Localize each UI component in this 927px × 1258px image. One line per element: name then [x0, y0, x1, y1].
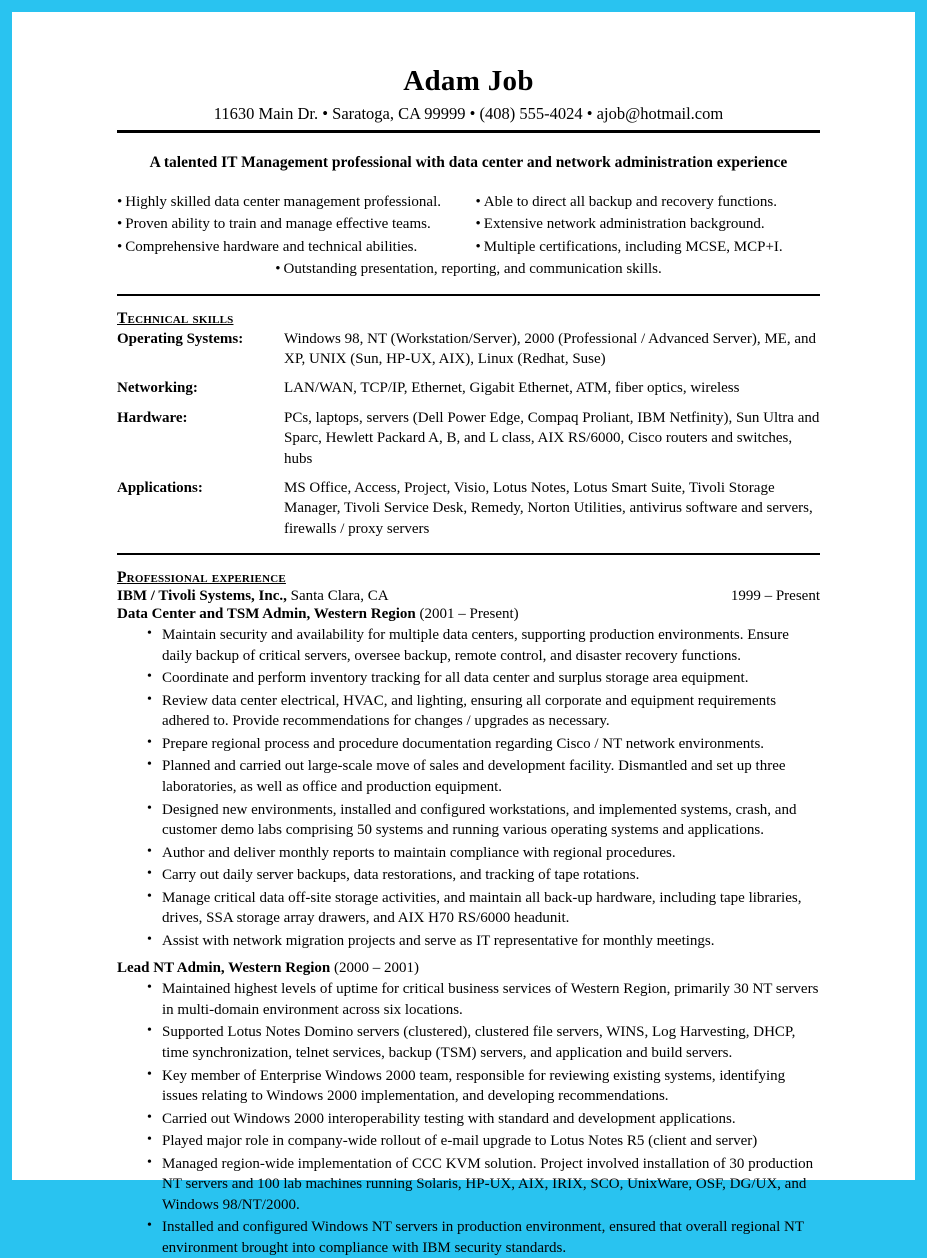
summary-item [117, 213, 461, 235]
summary-item-text: Proven ability to train and manage effective teams. [125, 216, 431, 233]
skill-label: Networking: [117, 380, 198, 397]
bullet-item: • Manage critical data off-site storage activities, and maintain all back-up hardware, including tape libraries, drives, SSA storage array drawers, and AIX H70 RS/6000 headunit. [117, 888, 820, 929]
skill-row [117, 408, 820, 469]
section-heading-professional-experience: Professional experience [117, 569, 286, 587]
experience-role [117, 960, 820, 1258]
bullet-item: • Managed region-wide implementation of CCC KVM solution. Project involved installation of 30 production NT servers and 100 lab machines running Solaris, HP-UX, AIX, IRIX, SCO, UnixWare, OSF, DG/UX, and Windows 98/NT/2000. [117, 1154, 820, 1216]
bullet-item: • Key member of Enterprise Windows 2000 team, responsible for reviewing existing systems, identifying issues relating to Windows 2000 implementation, and developing recommendations. [117, 1066, 820, 1107]
bullet-item: • Carry out daily server backups, data restorations, and tracking of tape rotations. [117, 865, 820, 886]
summary-item-text: Able to direct all backup and recovery functions. [483, 194, 778, 211]
skill-label: Operating Systems: [117, 330, 244, 347]
bullet-item: • Prepare regional process and procedure documentation regarding Cisco / NT network environments. [117, 734, 820, 755]
bullet-icon: • [475, 216, 481, 233]
role-title-bold: Lead NT Admin, Western Region [117, 960, 331, 977]
role-bullet-list [117, 979, 820, 1258]
role-title-bold: Data Center and TSM Admin, Western Region [117, 606, 416, 623]
bullet-icon: • [475, 194, 481, 211]
summary-item [117, 191, 461, 213]
bullet-icon: • [117, 194, 123, 211]
summary-item-text: Highly skilled data center management professional. [125, 194, 441, 211]
company-name-bold: IBM / Tivoli Systems, Inc., [117, 588, 287, 605]
header-divider [117, 130, 820, 133]
bullet-item: • Carried out Windows 2000 interoperability testing with standard and development applications. [117, 1109, 820, 1130]
company-location: Santa Clara, CA [286, 588, 389, 605]
bullet-item: • Maintain security and availability for multiple data centers, supporting production environments. Ensure daily backup of critical servers, oversee backup, remote control, and disaster recovery functions. [117, 625, 820, 666]
bullet-item: • Maintained highest levels of uptime for critical business services of Western Region, primarily 30 NT servers in multi-domain environment across six locations. [117, 979, 820, 1020]
section-heading-technical-skills: Technical skills [117, 309, 234, 327]
skill-value: LAN/WAN, TCP/IP, Ethernet, Gigabit Ethernet, ATM, fiber optics, wireless [284, 380, 740, 397]
company-dates: 1999 – Present [730, 588, 820, 605]
technical-skills-section [117, 296, 820, 556]
bullet-item: • Designed new environments, installed and configured workstations, and implemented systems, crash, and customer demo labs comprising 50 systems and running various operating systems and applications. [117, 800, 820, 841]
role-dates: (2001 – Present) [415, 606, 519, 623]
summary-item [476, 236, 820, 258]
professional-experience-section [117, 555, 820, 1258]
role-bullet-list [117, 625, 820, 951]
resume-header [117, 66, 820, 133]
resume-sheet [12, 65, 915, 1256]
summary-item [476, 191, 820, 213]
skill-value: PCs, laptops, servers (Dell Power Edge, Compaq Proliant, IBM Netfinity), Sun Ultra and Sparc, Hewlett Packard A, B, and L class, AIX RS/6000, Cisco routers and switches, hubs [284, 409, 820, 467]
summary-item-text: Extensive network administration background. [483, 216, 765, 233]
bullet-item: • Assist with network migration projects and serve as IT representative for monthly meetings. [117, 931, 820, 952]
skill-value: Windows 98, NT (Workstation/Server), 2000 (Professional / Advanced Server), ME, and XP, UNIX (Sun, HP-UX, AIX), Linux (Redhat, Suse) [284, 330, 816, 368]
experience-company-row [117, 588, 820, 605]
skill-row [117, 478, 820, 539]
summary-item-text: Comprehensive hardware and technical abilities. [125, 238, 418, 255]
spacer [117, 280, 820, 294]
summary-section [117, 191, 820, 295]
technical-skills-table [117, 329, 820, 540]
bullet-item: • Planned and carried out large-scale move of sales and development facility. Dismantled and set up three laboratories, as well as office and production equipment. [117, 756, 820, 797]
company-name [117, 588, 389, 605]
summary-item-centered [117, 258, 820, 280]
role-dates: (2000 – 2001) [330, 960, 419, 977]
bullet-item: • Coordinate and perform inventory tracking for all data center and surplus storage area equipment. [117, 668, 820, 689]
summary-column-right [476, 191, 820, 257]
bullet-icon: • [117, 216, 123, 233]
summary-item [476, 213, 820, 235]
summary-columns [117, 191, 820, 257]
skill-label: Applications: [117, 479, 203, 496]
bullet-icon: • [117, 238, 123, 255]
skill-row [117, 329, 820, 370]
contact-line: 11630 Main Dr. • Saratoga, CA 99999 • (408) 555-4024 • ajob@hotmail.com [213, 104, 724, 124]
spacer [117, 539, 820, 553]
bullet-item: • Installed and configured Windows NT servers in production environment, ensured that overall regional NT environment brought into compliance with IBM security standards. [117, 1217, 820, 1258]
bullet-item: • Review data center electrical, HVAC, and lighting, ensuring all corporate and equipment requirements adhered to. Provide recommendations for changes / upgrades as necessary. [117, 691, 820, 732]
skill-row [117, 378, 820, 398]
summary-item-text: Multiple certifications, including MCSE, MCP+I. [483, 238, 783, 255]
skill-value: MS Office, Access, Project, Visio, Lotus Notes, Lotus Smart Suite, Tivoli Storage Manager, Tivoli Service Desk, Remedy, Norton Utilities, antivirus software and servers, firewalls / proxy servers [284, 479, 813, 537]
summary-item-text: Outstanding presentation, reporting, and communication skills. [283, 260, 662, 277]
bullet-icon: • [475, 238, 481, 255]
summary-item [117, 236, 461, 258]
bullet-item: • Author and deliver monthly reports to maintain compliance with regional procedures. [117, 843, 820, 864]
headline-tagline: A talented IT Management professional with data center and network administration experience [149, 154, 788, 172]
bullet-icon: • [275, 260, 281, 277]
skill-label: Hardware: [117, 409, 188, 426]
bullet-item: • Supported Lotus Notes Domino servers (clustered), clustered file servers, WINS, Log Harvesting, DHCP, time synchronization, telnet services, backup (TSM) servers, and application and build servers. [117, 1022, 820, 1063]
experience-role [117, 606, 820, 951]
role-title [117, 606, 820, 623]
bullet-item: • Played major role in company-wide rollout of e-mail upgrade to Lotus Notes R5 (client and server) [117, 1131, 820, 1152]
candidate-name: Adam Job [403, 65, 534, 97]
summary-column-left [117, 191, 461, 257]
resume-page [12, 12, 915, 1256]
role-title [117, 960, 820, 977]
